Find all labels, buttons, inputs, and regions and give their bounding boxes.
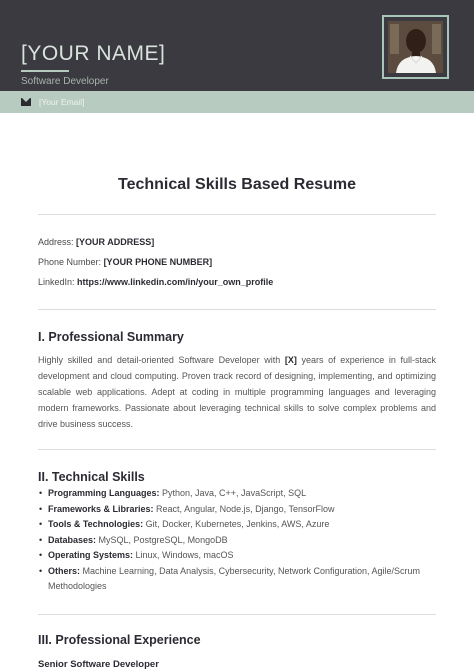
email-text: [Your Email] (39, 97, 85, 107)
skill-value: Git, Docker, Kubernetes, Jenkins, AWS, Azure (143, 519, 330, 529)
skill-value: MySQL, PostgreSQL, MongoDB (96, 534, 228, 545)
experience-heading: III. Professional Experience (38, 633, 201, 647)
linkedin-value: https://www.linkedin.com/in/your_own_profile (77, 277, 274, 287)
skill-label: Frameworks & Libraries: (48, 503, 154, 514)
divider (38, 309, 436, 310)
address-label: Address: (38, 237, 74, 247)
linkedin-label: LinkedIn: (38, 277, 75, 287)
linkedin-line (38, 277, 273, 287)
skill-label: Others: (48, 565, 81, 576)
phone-line (38, 257, 212, 267)
contact-band (0, 91, 474, 113)
resume-header (0, 0, 474, 91)
skill-label: Tools & Technologies: (48, 519, 144, 529)
list-item (38, 564, 436, 595)
skills-list (38, 486, 436, 595)
list-item (38, 502, 436, 518)
skill-label: Programming Languages: (48, 488, 160, 498)
skill-label: Operating Systems: (48, 550, 134, 560)
list-item (38, 548, 436, 564)
phone-label: Phone Number: (38, 257, 102, 267)
experience-job-title: Senior Software Developer (38, 659, 159, 670)
skill-value: React, Angular, Node.js, Django, TensorFlow (153, 503, 335, 514)
profile-photo (388, 21, 443, 73)
skill-value: Python, Java, C++, JavaScript, SQL (159, 488, 307, 498)
skill-value: Machine Learning, Data Analysis, Cybersecurity, Network Configuration, Agile/Scrum Methodologies (48, 565, 421, 591)
address-line (38, 237, 154, 247)
summary-text-start: Highly skilled and detail-oriented Software Developer with (38, 355, 285, 365)
document-title: Technical Skills Based Resume (117, 176, 357, 193)
skill-label: Databases: (48, 534, 97, 545)
years-placeholder: [X] (284, 355, 297, 365)
profile-photo-frame (382, 15, 449, 79)
phone-value: [YOUR PHONE NUMBER] (103, 257, 213, 267)
list-item (38, 486, 436, 502)
envelope-icon (21, 98, 31, 106)
skill-value: Linux, Windows, macOS (133, 550, 234, 560)
summary-paragraph (38, 352, 436, 432)
name-underline (21, 70, 69, 72)
divider (38, 449, 436, 450)
divider (38, 614, 436, 615)
person-portrait-icon (388, 21, 443, 73)
skills-heading: II. Technical Skills (38, 470, 145, 484)
address-value: [YOUR ADDRESS] (76, 237, 155, 247)
summary-text-end: years of experience in full-stack development and cloud computing. Proven track record of designing, implementing, and optimizing scalable web applications. Adept at coding in multiple programming languages and leveraging modern frameworks. Passionate about leveraging technical skills to solve complex problems and drive business success. (38, 355, 436, 429)
candidate-name: [YOUR NAME] (21, 42, 166, 65)
summary-heading: I. Professional Summary (38, 330, 184, 344)
list-item (38, 517, 436, 533)
candidate-job-title: Software Developer (21, 76, 109, 87)
list-item (38, 533, 436, 549)
divider (38, 214, 436, 215)
